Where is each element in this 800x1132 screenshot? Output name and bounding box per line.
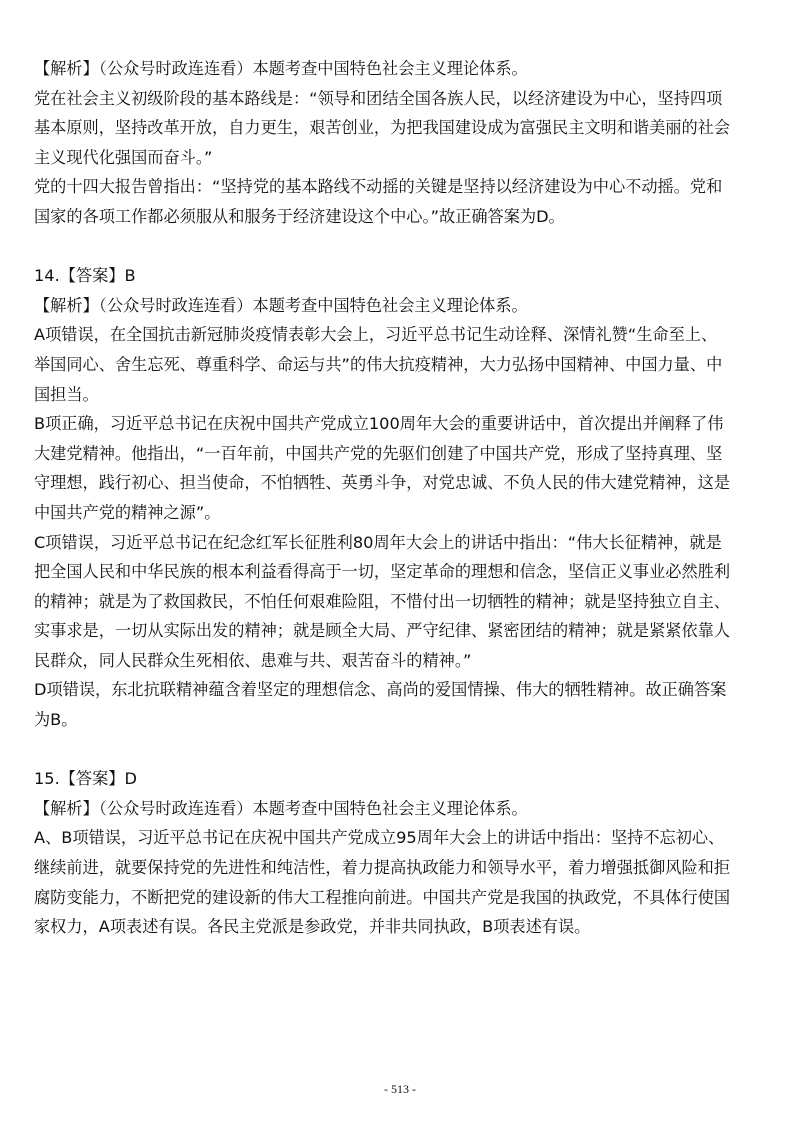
explanation-paragraph (34, 409, 770, 527)
text-line: 【解析】（公众号时政连连看）本题考查中国特色社会主义理论体系。 (34, 295, 528, 315)
section-spacer (34, 232, 770, 262)
text-line: 主义现代化强国而奋斗。” (34, 147, 213, 167)
text-line: 【解析】（公众号时政连连看）本题考查中国特色社会主义理论体系。 (34, 59, 528, 78)
text-line: 继续前进，就要保持党的先进性和纯洁性，着力提高执政能力和领导水平，着力增强抵御风险和拒 (34, 858, 731, 878)
answer-section-q13-tail (34, 54, 770, 232)
answer-section-q14 (34, 232, 770, 735)
explanation-paragraph (34, 172, 770, 231)
text-line: 把全国人民和中华民族的根本利益看得高于一切，坚定革命的理想和信念，坚信正义事业必然胜利 (34, 562, 731, 582)
answer-section-q15 (34, 735, 770, 942)
text-line: 党在社会主义初级阶段的基本路线是：“领导和团结全国各族人民，以经济建设为中心，坚持四项 (34, 88, 723, 108)
analysis-label-paragraph (34, 291, 770, 321)
text-line: C项错误，习近平总书记在纪念红军长征胜利80周年大会上的讲话中指出：“伟大长征精神，就是 (34, 532, 722, 552)
explanation-paragraph (34, 528, 770, 676)
analysis-label-paragraph (34, 794, 770, 824)
text-line: 党的十四大报告曾指出：“坚持党的基本路线不动摇的关键是坚持以经济建设为中心不动摇。党和 (34, 177, 723, 197)
text-line: 【解析】（公众号时政连连看）本题考查中国特色社会主义理论体系。 (34, 798, 528, 818)
explanation-paragraph (34, 823, 770, 941)
text-line: 为B。 (34, 710, 78, 730)
document-body (34, 54, 770, 942)
text-line: 基本原则，坚持改革开放，自力更生，艰苦创业，为把我国建设成为富强民主文明和谐美丽的社会 (34, 118, 731, 138)
text-line: 中国共产党的精神之源”。 (34, 502, 221, 522)
text-line: A、B项错误，习近平总书记在庆祝中国共产党成立95周年大会上的讲话中指出：坚持不忘初心、 (34, 828, 725, 848)
text-line: 腐防变能力，不断把党的建设新的伟大工程推向前进。中国共产党是我国的执政党，不具体行使国 (34, 887, 731, 907)
text-line: 家权力，A项表述有误。各民主党派是参政党，并非共同执政，B项表述有误。 (34, 917, 591, 937)
question-answer-heading: 14.【答案】B (34, 266, 136, 286)
text-line: 国担当。 (34, 384, 99, 404)
page-number: - 513 - (384, 1082, 416, 1096)
text-line: 民群众，同人民群众生死相依、患难与共、艰苦奋斗的精神。” (34, 650, 472, 670)
text-line: D项错误，东北抗联精神蕴含着坚定的理想信念、高尚的爱国情操、伟大的牺牲精神。故正确答案 (34, 680, 727, 700)
text-line: 国家的各项工作都必须服从和服务于经济建设这个中心。”故正确答案为D。 (34, 206, 565, 226)
explanation-paragraph (34, 84, 770, 173)
text-line: 守理想，践行初心、担当使命，不怕牺牲、英勇斗争，对党忠诚、不负人民的伟大建党精神，这是 (34, 473, 731, 493)
explanation-paragraph (34, 675, 770, 734)
explanation-paragraph (34, 320, 770, 409)
text-line: A项错误，在全国抗击新冠肺炎疫情表彰大会上，习近平总书记生动诠释、深情礼赞“生命至上、 (34, 325, 718, 345)
section-spacer (34, 735, 770, 765)
text-line: 的精神；就是为了救国救民，不怕任何艰难险阻，不惜付出一切牺牲的精神；就是坚持独立自主、 (34, 591, 731, 611)
text-line: B项正确，习近平总书记在庆祝中国共产党成立100周年大会的重要讲话中，首次提出并阐释了伟 (34, 414, 724, 434)
text-line: 大建党精神。他指出，“一百年前，中国共产党的先驱们创建了中国共产党，形成了坚持真理、坚 (34, 443, 723, 463)
analysis-label-paragraph (34, 54, 770, 84)
text-line: 举国同心、舍生忘死、尊重科学、命运与共”的伟大抗疫精神，大力弘扬中国精神、中国力量、中 (34, 354, 723, 374)
text-line: 实事求是，一切从实际出发的精神；就是顾全大局、严守纪律、紧密团结的精神；就是紧紧依靠人 (34, 621, 731, 641)
question-answer-heading: 15.【答案】D (34, 769, 137, 789)
